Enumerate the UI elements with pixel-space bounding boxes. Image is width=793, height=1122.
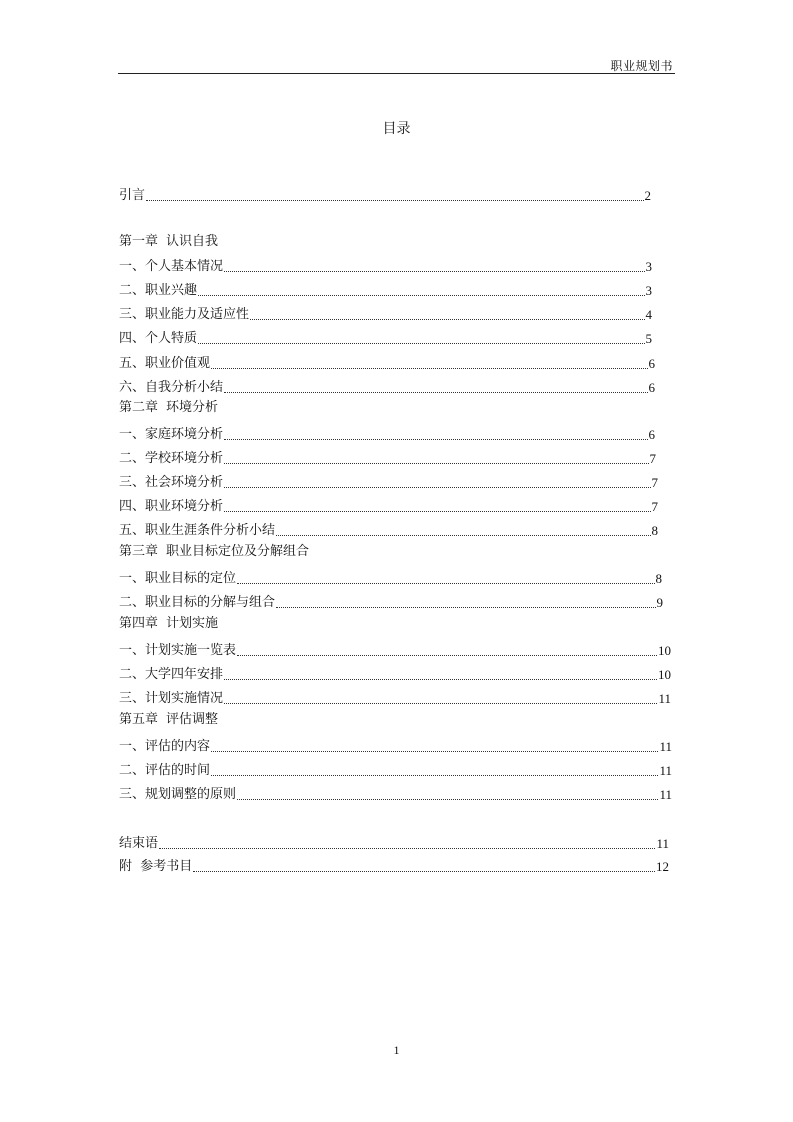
toc-entry-label: 二、职业兴趣 <box>119 283 198 298</box>
toc-entry-page: 3 <box>645 259 652 274</box>
toc-entry-label: 五、职业生涯条件分析小结 <box>119 523 276 538</box>
toc-entry-page: 6 <box>648 380 655 395</box>
toc-entry-label: 四、职业环境分析 <box>119 499 224 514</box>
dot-leader <box>224 487 650 488</box>
toc-entry-page: 3 <box>645 283 652 298</box>
toc-entry-page: 5 <box>645 331 652 346</box>
toc-entry-page: 2 <box>644 188 651 203</box>
dot-leader <box>237 583 654 584</box>
toc-entry-label: 二、学校环境分析 <box>119 451 224 466</box>
dot-leader <box>276 535 650 536</box>
toc-entry[interactable] <box>119 687 671 707</box>
header-divider <box>118 73 675 74</box>
dot-leader <box>224 392 647 393</box>
toc-entry-label: 二、评估的时间 <box>119 763 211 778</box>
toc-entry-page: 11 <box>659 787 672 802</box>
toc-entry-label: 结束语 <box>119 836 159 851</box>
chapter-title: 环境分析 <box>166 400 219 415</box>
dot-leader <box>198 295 644 296</box>
dot-leader <box>224 463 648 464</box>
toc-entry-label: 一、计划实施一览表 <box>119 643 237 658</box>
dot-leader <box>224 271 644 272</box>
toc-entry[interactable] <box>119 327 652 347</box>
chapter-title: 职业目标定位及分解组合 <box>166 544 310 559</box>
toc-entry[interactable] <box>119 519 658 539</box>
chapter-title: 计划实施 <box>166 616 219 631</box>
toc-entry-label: 三、社会环境分析 <box>119 475 224 490</box>
chapter-heading-3 <box>119 544 309 560</box>
toc-entry-page: 7 <box>651 499 658 514</box>
chapter-heading-2 <box>119 400 218 416</box>
toc-entry[interactable] <box>119 423 655 443</box>
toc-entry-page: 12 <box>656 859 669 874</box>
toc-entry-label: 引言 <box>119 188 146 203</box>
chapter-heading-5 <box>119 712 218 728</box>
page-number: 1 <box>393 1043 400 1057</box>
toc-entry[interactable] <box>119 639 671 659</box>
chapter-title: 评估调整 <box>166 712 219 727</box>
toc-entry[interactable] <box>119 255 652 275</box>
toc-entry-page: 10 <box>658 667 671 682</box>
toc-entry-page: 8 <box>651 523 658 538</box>
toc-entry[interactable] <box>119 783 672 803</box>
dot-leader <box>211 751 658 752</box>
toc-entry-label: 二、职业目标的分解与组合 <box>119 595 276 610</box>
toc-entry-label: 附 参考书目 <box>119 859 193 874</box>
dot-leader <box>159 848 655 849</box>
toc-entry-page: 4 <box>645 307 652 322</box>
toc-entry-page: 11 <box>658 691 671 706</box>
toc-entry-page: 11 <box>659 739 672 754</box>
toc-entry-label: 一、个人基本情况 <box>119 259 224 274</box>
dot-leader <box>224 439 647 440</box>
toc-entry[interactable] <box>119 735 672 755</box>
toc-entry[interactable] <box>119 567 662 587</box>
toc-entry[interactable] <box>119 591 663 611</box>
toc-entry[interactable] <box>119 352 655 372</box>
toc-entry-intro[interactable] <box>119 184 651 204</box>
dot-leader <box>237 799 658 800</box>
toc-title: 目录 <box>382 121 411 137</box>
chapter-number: 第四章 <box>119 616 159 631</box>
toc-entry-page: 7 <box>651 475 658 490</box>
dot-leader <box>193 871 655 872</box>
toc-entry-page: 11 <box>659 763 672 778</box>
toc-entry-page: 7 <box>649 451 656 466</box>
toc-entry[interactable] <box>119 663 671 683</box>
running-header: 职业规划书 <box>610 59 673 73</box>
toc-entry[interactable] <box>119 376 655 396</box>
toc-entry-label: 二、大学四年安排 <box>119 667 224 682</box>
toc-entry-label: 三、规划调整的原则 <box>119 787 237 802</box>
toc-entry[interactable] <box>119 471 658 491</box>
toc-entry-label: 五、职业价值观 <box>119 356 211 371</box>
dot-leader <box>224 511 650 512</box>
dot-leader <box>211 775 658 776</box>
toc-entry[interactable] <box>119 759 672 779</box>
toc-entry[interactable] <box>119 303 652 323</box>
chapter-number: 第一章 <box>119 234 159 249</box>
toc-entry-page: 6 <box>648 356 655 371</box>
dot-leader <box>211 368 647 369</box>
dot-leader <box>237 655 657 656</box>
chapter-number: 第三章 <box>119 544 159 559</box>
toc-entry-appendix[interactable] <box>119 855 669 875</box>
chapter-heading-4 <box>119 616 218 632</box>
toc-entry-label: 三、计划实施情况 <box>119 691 224 706</box>
dot-leader <box>224 703 657 704</box>
toc-entry[interactable] <box>119 279 652 299</box>
toc-entry-label: 一、评估的内容 <box>119 739 211 754</box>
toc-entry[interactable] <box>119 447 656 467</box>
dot-leader <box>224 679 657 680</box>
chapter-number: 第二章 <box>119 400 159 415</box>
dot-leader <box>146 200 643 201</box>
toc-entry-page: 6 <box>648 427 655 442</box>
toc-entry[interactable] <box>119 495 658 515</box>
chapter-number: 第五章 <box>119 712 159 727</box>
toc-entry-label: 四、个人特质 <box>119 331 198 346</box>
chapter-heading-1 <box>119 234 218 250</box>
dot-leader <box>250 319 644 320</box>
chapter-title: 认识自我 <box>166 234 219 249</box>
toc-entry-label: 六、自我分析小结 <box>119 380 224 395</box>
toc-entry-label: 一、家庭环境分析 <box>119 427 224 442</box>
toc-entry-page: 10 <box>658 643 671 658</box>
toc-entry-label: 三、职业能力及适应性 <box>119 307 250 322</box>
toc-entry-page: 8 <box>655 571 662 586</box>
toc-entry-page: 11 <box>656 836 669 851</box>
toc-entry-closing[interactable] <box>119 832 669 852</box>
toc-entry-page: 9 <box>656 595 663 610</box>
dot-leader <box>276 607 655 608</box>
toc-entry-label: 一、职业目标的定位 <box>119 571 237 586</box>
dot-leader <box>198 343 644 344</box>
